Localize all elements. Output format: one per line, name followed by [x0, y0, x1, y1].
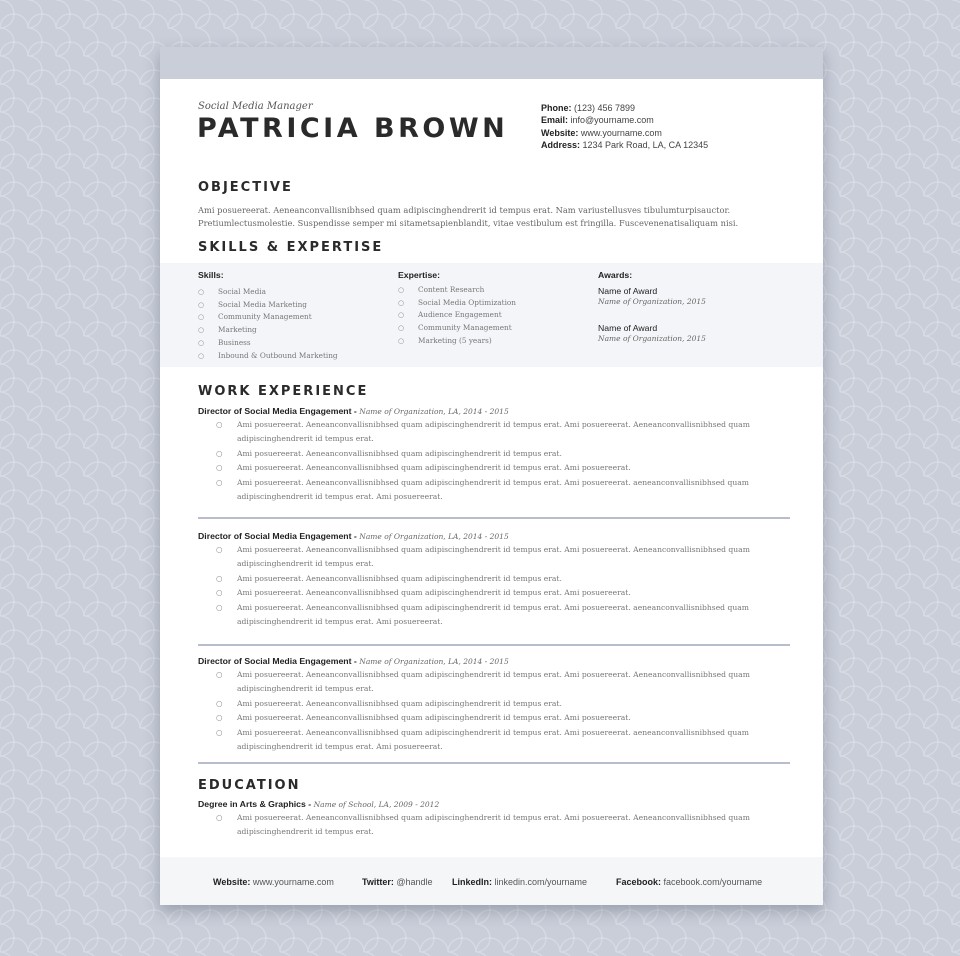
candidate-name: PATRICIA BROWN — [197, 113, 509, 144]
contact-email: Email: info@yourname.com — [541, 115, 654, 126]
list-item: ○ Ami posuereerat. Aeneanconvallisnibhsed quam adipiscinghendrerit id tempus erat. Ami posuereerat. Aeneanconvallisnibhsed quam adipiscinghendrerit id tempus erat. — [198, 668, 790, 697]
education-entry — [198, 799, 790, 840]
list-item: ○ Community Management — [198, 311, 388, 324]
objective-heading: OBJECTIVE — [198, 180, 293, 195]
award-organization: Name of Organization, 2015 — [598, 334, 706, 343]
resume-page — [160, 47, 823, 905]
job-entry — [198, 656, 790, 754]
skills-label: Skills: — [198, 270, 224, 280]
award-name: Name of Award — [598, 323, 658, 333]
footer-website: Website: www.yourname.com — [213, 877, 334, 887]
list-item: ○ Ami posuereerat. Aeneanconvallisnibhsed quam adipiscinghendrerit id tempus erat. Ami posuereerat. — [198, 711, 790, 725]
list-item: ○ Marketing (5 years) — [398, 335, 588, 348]
list-item: ○ Ami posuereerat. Aeneanconvallisnibhsed quam adipiscinghendrerit id tempus erat. Ami posuereerat. — [198, 461, 790, 475]
list-item: ○ Ami posuereerat. Aeneanconvallisnibhsed quam adipiscinghendrerit id tempus erat. — [198, 572, 790, 586]
list-item: ○ Ami posuereerat. Aeneanconvallisnibhsed quam adipiscinghendrerit id tempus erat. Ami posuereerat. Aeneanconvallisnibhsed quam adipiscinghendrerit id tempus erat. — [198, 418, 790, 447]
contact-phone: Phone: (123) 456 7899 — [541, 103, 636, 113]
contact-address: Address: 1234 Park Road, LA, CA 12345 — [541, 139, 709, 150]
list-item: ○ Ami posuereerat. Aeneanconvallisnibhsed quam adipiscinghendrerit id tempus erat. Ami posuereerat. — [198, 586, 790, 600]
education-heading: EDUCATION — [198, 778, 301, 793]
objective-text: Ami posuereerat. Aeneanconvallisnibhsed quam adipiscinghendrerit id tempus erat. Nam variustellusves tibulumturpisauctor. Pretiumlectusmolestie. Suspendisse semper mi sitametsapienblandit, vitae vestibulum est fringilla. Fuscevenenatisaliquam nisi. — [198, 205, 739, 228]
list-item: ○ Content Research — [398, 284, 588, 297]
expertise-label: Expertise: — [398, 270, 441, 280]
list-item: ○ Ami posuereerat. Aeneanconvallisnibhsed quam adipiscinghendrerit id tempus erat. Ami posuereerat. Aeneanconvallisnibhsed quam adipiscinghendrerit id tempus erat. — [198, 543, 790, 572]
job-role: Social Media Manager — [198, 101, 313, 112]
awards-label: Awards: — [598, 270, 633, 280]
expertise-column — [398, 270, 588, 348]
list-item: ○ Audience Engagement — [398, 309, 588, 322]
list-item: ○ Ami posuereerat. Aeneanconvallisnibhsed quam adipiscinghendrerit id tempus erat. Ami posuereerat. aeneanconvallisnibhsed quam adipiscinghendrerit id tempus erat. Ami posuereerat. — [198, 601, 790, 630]
list-item: ○ Social Media — [198, 286, 388, 299]
list-item: ○ Social Media Optimization — [398, 297, 588, 310]
award-organization: Name of Organization, 2015 — [598, 297, 706, 306]
section-divider — [198, 762, 790, 764]
job-entry — [198, 406, 790, 504]
list-item: ○ Marketing — [198, 324, 388, 337]
list-item: ○ Ami posuereerat. Aeneanconvallisnibhsed quam adipiscinghendrerit id tempus erat. — [198, 697, 790, 711]
section-divider — [198, 517, 790, 519]
awards-column — [598, 270, 788, 360]
award-name: Name of Award — [598, 286, 658, 296]
job-title: Director of Social Media Engagement - Name of Organization, LA, 2014 - 2015 — [198, 531, 509, 541]
work-experience-heading: WORK EXPERIENCE — [198, 384, 369, 399]
contact-block — [541, 102, 708, 151]
skills-heading: SKILLS & EXPERTISE — [198, 240, 384, 255]
list-item: ○ Social Media Marketing — [198, 299, 388, 312]
list-item: ○ Ami posuereerat. Aeneanconvallisnibhsed quam adipiscinghendrerit id tempus erat. Ami posuereerat. aeneanconvallisnibhsed quam adipiscinghendrerit id tempus erat. Ami posuereerat. — [198, 476, 790, 505]
footer-linkedin: LinkedIn: linkedin.com/yourname — [452, 877, 588, 887]
footer-twitter: Twitter: @handle — [362, 877, 433, 887]
job-title: Director of Social Media Engagement - Name of Organization, LA, 2014 - 2015 — [198, 406, 509, 416]
contact-website: Website: www.yourname.com — [541, 127, 662, 138]
section-divider — [198, 644, 790, 646]
list-item: ○ Business — [198, 337, 388, 350]
footer-facebook: Facebook: facebook.com/yourname — [616, 877, 763, 887]
top-accent-bar — [160, 47, 823, 79]
degree-title: Degree in Arts & Graphics - Name of School, LA, 2009 - 2012 — [198, 799, 440, 809]
job-title: Director of Social Media Engagement - Name of Organization, LA, 2014 - 2015 — [198, 656, 509, 666]
skills-column — [198, 270, 388, 362]
list-item: ○ Inbound & Outbound Marketing — [198, 350, 388, 363]
list-item: ○ Ami posuereerat. Aeneanconvallisnibhsed quam adipiscinghendrerit id tempus erat. — [198, 447, 790, 461]
list-item: ○ Ami posuereerat. Aeneanconvallisnibhsed quam adipiscinghendrerit id tempus erat. Ami posuereerat. aeneanconvallisnibhsed quam adipiscinghendrerit id tempus erat. Ami posuereerat. — [198, 726, 790, 755]
list-item: ○ Ami posuereerat. Aeneanconvallisnibhsed quam adipiscinghendrerit id tempus erat. Ami posuereerat. Aeneanconvallisnibhsed quam adipiscinghendrerit id tempus erat. — [198, 811, 790, 840]
list-item: ○ Community Management — [398, 322, 588, 335]
job-entry — [198, 531, 790, 629]
